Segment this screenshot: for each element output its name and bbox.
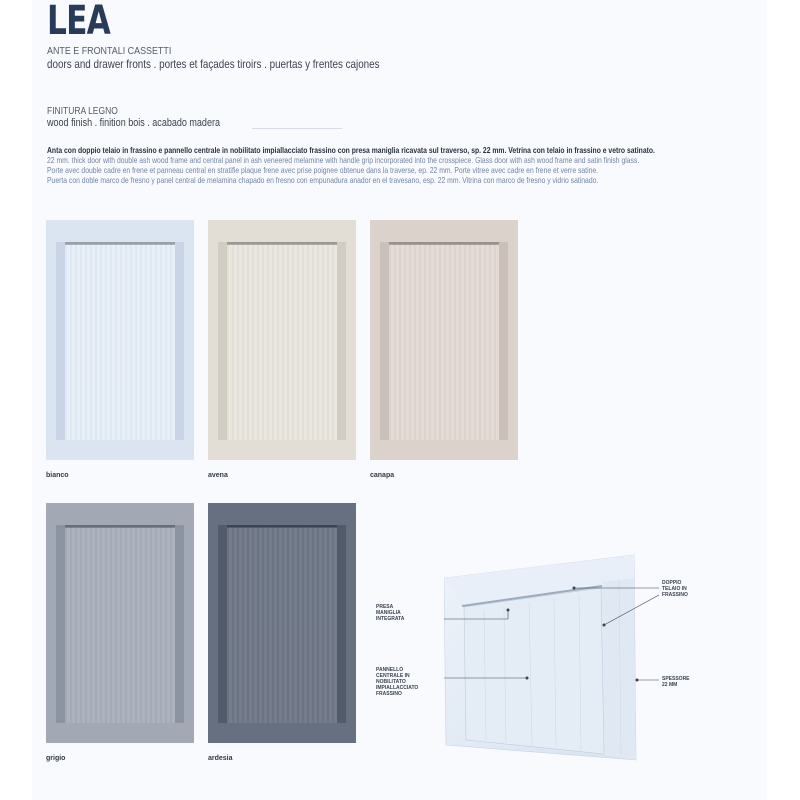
door-inner-l <box>380 242 389 440</box>
annotation-panel-title: PANNELLO CENTRALE IN NOBILITATO IMPIALLACCIATO FRASSINO <box>376 667 419 697</box>
door-rail-b <box>380 440 508 460</box>
product-title: LEA <box>47 0 111 44</box>
door-rail-b <box>218 440 346 460</box>
door-rail-t <box>218 503 346 525</box>
door-rail-t <box>380 220 508 242</box>
door-shadow <box>389 242 499 245</box>
finish-heading: FINITURA LEGNO <box>47 106 118 117</box>
door-inner-r <box>499 242 508 440</box>
product-description <box>47 145 703 185</box>
catalog-page <box>32 0 767 800</box>
annotation-handle <box>376 604 436 622</box>
door-shadow <box>65 242 175 245</box>
door-inner-r <box>175 242 184 440</box>
door-inner-l <box>218 525 227 723</box>
door-rail-b <box>218 723 346 743</box>
door-stile-l <box>46 220 56 460</box>
door-stile-l <box>370 220 380 460</box>
right-stile <box>602 578 636 760</box>
door-inner-l <box>56 242 65 440</box>
description-es: Puerta con doble marco de fresno y panel central de melamina chapado en fresno con empunadura anador en el travesano, esp. 22 mm. Vitrina con marco de fresno y vidrio satinado. <box>47 175 599 185</box>
door-swatch-bianco[interactable] <box>46 220 194 460</box>
door-panel <box>389 244 499 440</box>
door-swatch-ardesia[interactable] <box>208 503 356 743</box>
annotation-thickness-title: SPESSORE 22 MM <box>662 676 690 688</box>
door-stile-r <box>346 220 356 460</box>
finish-label: avena <box>208 472 228 479</box>
door-stile-l <box>46 503 56 743</box>
door-inner-r <box>337 525 346 723</box>
door-swatch-avena[interactable] <box>208 220 356 460</box>
door-rail-t <box>56 503 184 525</box>
door-rail-b <box>56 723 184 743</box>
door-shadow <box>227 525 337 528</box>
door-swatch-canapa[interactable] <box>370 220 518 460</box>
annotation-frame-title: DOPPIO TELAIO IN FRASSINO <box>662 580 688 598</box>
divider <box>252 128 342 129</box>
annotation-panel <box>376 667 436 697</box>
door-rail-b <box>56 440 184 460</box>
door-shadow <box>65 525 175 528</box>
annotation-frame <box>662 580 722 598</box>
door-stile-r <box>346 503 356 743</box>
finish-label: bianco <box>46 472 69 479</box>
section-subtitle: ANTE E FRONTALI CASSETTI <box>47 45 172 57</box>
door-inner-l <box>56 525 65 723</box>
description-fr: Porte avec double cadre en frene et panneau central en stratifie plaque frene avec prise poignee obtenue dans la traverse, ep. 22 mm. Porte vitree avec cadre en frene et verre satine. <box>47 165 599 175</box>
finish-heading-translations: wood finish . finition bois . acabado madera <box>47 117 220 129</box>
description-en: 22 mm. thick door with double ash wood frame and central panel in ash veneered melamine with handle grip incorporated into the crosspiece. Glass door with ash wood frame and satin finish glass. <box>47 155 640 165</box>
finish-label: ardesia <box>208 755 233 762</box>
door-stile-l <box>208 220 218 460</box>
annotation-thickness <box>662 676 722 688</box>
door-shadow <box>227 242 337 245</box>
door-stile-r <box>184 220 194 460</box>
finish-label: grigio <box>46 755 66 762</box>
door-rail-t <box>218 220 346 242</box>
door-inner-r <box>337 242 346 440</box>
door-inner-l <box>218 242 227 440</box>
description-it: Anta con doppio telaio in frassino e pannello centrale in nobilitato impiallacciato frassino con presa maniglia ricavata sul traverso, sp. 22 mm. Vetrina con telaio in frassino e vetro satinato. <box>47 145 655 155</box>
door-panel <box>227 244 337 440</box>
section-subtitle-translations: doors and drawer fronts . portes et façades tiroirs . puertas y frentes cajones <box>47 57 380 71</box>
finish-label: canapa <box>370 472 395 479</box>
door-rail-t <box>56 220 184 242</box>
door-swatch-grigio[interactable] <box>46 503 194 743</box>
door-inner-r <box>175 525 184 723</box>
door-stile-l <box>208 503 218 743</box>
door-stile-r <box>184 503 194 743</box>
door-panel <box>227 527 337 723</box>
annotation-handle-title: PRESA MANIGLIA INTEGRATA <box>376 604 405 622</box>
door-panel <box>65 527 175 723</box>
door-panel <box>65 244 175 440</box>
door-stile-r <box>508 220 518 460</box>
